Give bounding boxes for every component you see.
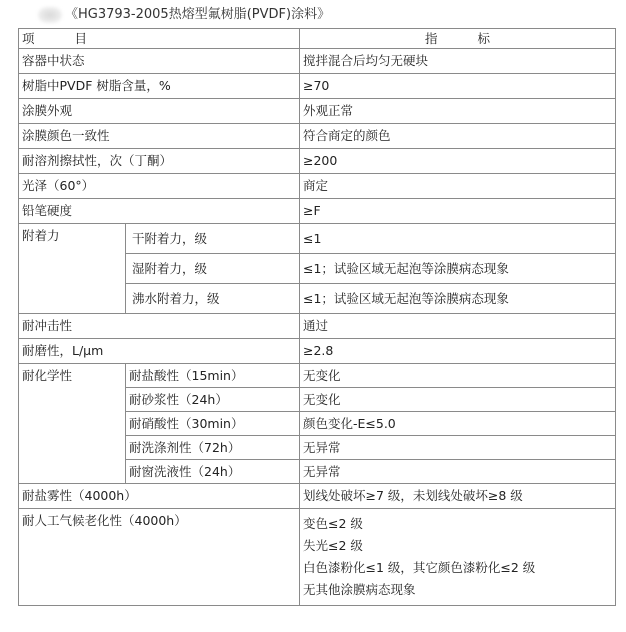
sub-value: 无变化	[300, 364, 616, 388]
row-label: 耐冲击性	[19, 314, 300, 339]
sub-label: 湿附着力，级	[126, 254, 300, 284]
sub-value: ≤1	[300, 224, 616, 254]
table-row	[19, 339, 616, 364]
table-row	[19, 174, 616, 199]
table-row	[19, 74, 616, 99]
sub-value: ≤1；试验区域无起泡等涂膜病态现象	[300, 284, 616, 314]
header-row	[19, 29, 616, 49]
spec-table	[18, 28, 616, 606]
row-value: 搅拌混合后均匀无硬块	[300, 49, 616, 74]
row-value: ≥70	[300, 74, 616, 99]
header-index: 指 标	[300, 29, 616, 49]
sub-value: 无变化	[300, 388, 616, 412]
row-value-list	[300, 509, 616, 606]
sub-value: 无异常	[300, 436, 616, 460]
aging-value: 无其他涂膜病态现象	[303, 582, 416, 597]
row-label: 涂膜外观	[19, 99, 300, 124]
sub-label: 沸水附着力，级	[126, 284, 300, 314]
group-label-chemical: 耐化学性	[19, 364, 126, 484]
row-value: ≥2.8	[300, 339, 616, 364]
row-label: 耐磨性，L/μm	[19, 339, 300, 364]
sub-value: ≤1；试验区域无起泡等涂膜病态现象	[300, 254, 616, 284]
row-label: 耐人工气候老化性（4000h）	[19, 509, 300, 606]
row-value: 符合商定的颜色	[300, 124, 616, 149]
sub-label: 耐盐酸性（15min）	[126, 364, 300, 388]
row-label: 光泽（60°）	[19, 174, 300, 199]
blurred-watermark	[38, 7, 62, 23]
aging-value: 白色漆粉化≤1 级，其它颜色漆粉化≤2 级	[303, 560, 536, 575]
aging-value: 变色≤2 级	[303, 516, 363, 531]
row-label: 容器中状态	[19, 49, 300, 74]
row-value: 划线处破坏≥7 级，未划线处破坏≥8 级	[300, 484, 616, 509]
table-row	[19, 224, 616, 254]
table-row	[19, 364, 616, 388]
group-label-adhesion: 附着力	[19, 224, 126, 314]
table-row	[19, 199, 616, 224]
table-row	[19, 99, 616, 124]
sub-label: 耐砂浆性（24h）	[126, 388, 300, 412]
aging-value: 失光≤2 级	[303, 538, 363, 553]
sub-label: 耐硝酸性（30min）	[126, 412, 300, 436]
header-item: 项 目	[19, 29, 300, 49]
row-label: 树脂中PVDF 树脂含量，%	[19, 74, 300, 99]
row-label: 铅笔硬度	[19, 199, 300, 224]
sub-label: 干附着力，级	[126, 224, 300, 254]
sub-label: 耐洗涤剂性（72h）	[126, 436, 300, 460]
row-value: 商定	[300, 174, 616, 199]
table-row	[19, 149, 616, 174]
document-title: 《HG3793-2005热熔型氟树脂(PVDF)涂料》	[65, 7, 331, 22]
sub-value: 颜色变化-E≤5.0	[300, 412, 616, 436]
table-row	[19, 314, 616, 339]
table-row	[19, 124, 616, 149]
table-row	[19, 49, 616, 74]
row-value: 外观正常	[300, 99, 616, 124]
table-row	[19, 509, 616, 606]
sub-label: 耐窗洗液性（24h）	[126, 460, 300, 484]
row-value: ≥200	[300, 149, 616, 174]
table-row	[19, 484, 616, 509]
row-label: 耐溶剂擦拭性，次（丁酮）	[19, 149, 300, 174]
sub-value: 无异常	[300, 460, 616, 484]
row-label: 耐盐雾性（4000h）	[19, 484, 300, 509]
row-value: ≥F	[300, 199, 616, 224]
row-value: 通过	[300, 314, 616, 339]
row-label: 涂膜颜色一致性	[19, 124, 300, 149]
